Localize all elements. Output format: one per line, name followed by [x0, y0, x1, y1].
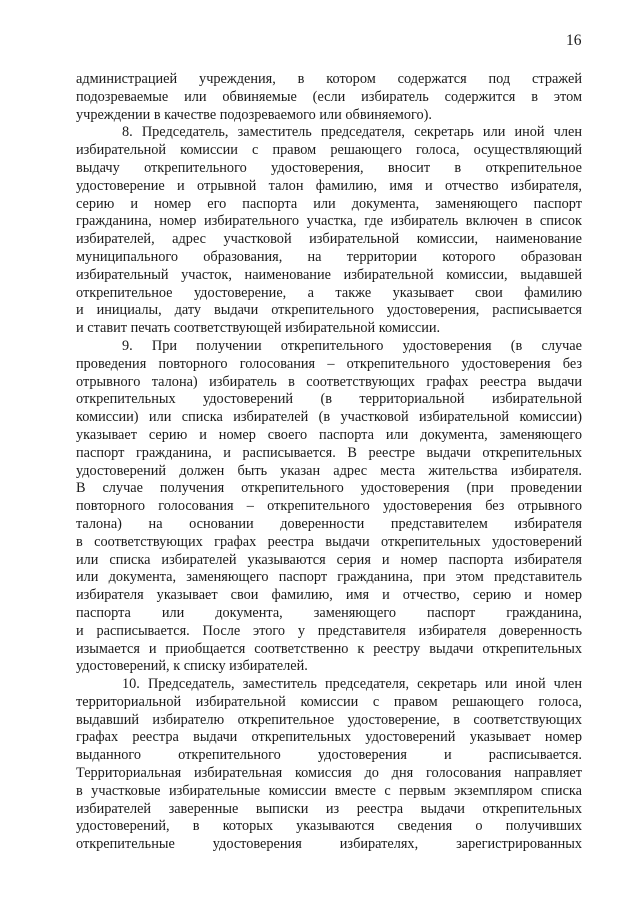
text-line: паспорта или документа, заменяющего паспорт гражданина,	[76, 604, 582, 621]
text-line: или списка избирателей указываются серия и номер паспорта избирателя	[76, 551, 582, 568]
text-line: в соответствующих графах реестра выдачи открепительных удостоверений	[76, 533, 582, 550]
text-line: удостоверений должен быть указан адрес места жительства избирателя.	[76, 462, 582, 479]
text-line: отрывного талона) избиратель в соответствующих графах реестра выдачи	[76, 373, 582, 390]
text-line: учреждении в качестве подозреваемого или обвиняемого).	[76, 106, 432, 123]
text-line: избирателя указывает свои фамилию, имя и отчество, серию и номер	[76, 587, 582, 604]
text-line: проведения повторного голосования – открепительного удостоверения без	[76, 355, 582, 372]
text-line: удостоверений, к списку избирателей.	[76, 658, 308, 675]
text-line: серию и номер его паспорта или документа, заменяющего паспорт	[76, 195, 582, 212]
text-line: и ставит печать соответствующей избирательной комиссии.	[76, 320, 441, 337]
text-line: изымается и приобщается соответственно к реестру выдачи открепительных	[76, 640, 582, 657]
paragraph	[76, 338, 582, 676]
text-line: подозреваемые или обвиняемые (если избиратель содержится в этом	[76, 88, 582, 105]
text-line: паспорт гражданина, и расписывается. В реестре выдачи открепительных	[76, 444, 582, 461]
text-line: и расписывается. После этого у представителя избирателя доверенность	[76, 622, 582, 639]
text-line: избирательный участок, наименование избирательной комиссии, выдавшей	[76, 266, 582, 283]
text-line: выдачу открепительного удостоверения, вносит в открепительное	[76, 159, 582, 176]
document-body	[76, 71, 582, 854]
text-line: 10. Председатель, заместитель председателя, секретарь или иной член	[122, 676, 582, 693]
text-line: 9. При получении открепительного удостоверения (в случае	[122, 337, 582, 354]
page-number: 16	[566, 32, 582, 49]
text-line: графах реестра выдачи открепительных удостоверений указывает номер	[76, 729, 582, 746]
text-line: выдавший избирателю открепительное удостоверение, в соответствующих	[76, 711, 582, 728]
text-line: повторного голосования – открепительного удостоверения без отрывного	[76, 498, 582, 515]
paragraph	[76, 71, 582, 124]
text-line: Территориальная избирательная комиссия до дня голосования направляет	[76, 765, 582, 782]
text-line: В случае получения открепительного удостоверения (при проведении	[76, 480, 582, 497]
text-line: муниципального образования, на территории которого образован	[76, 248, 582, 265]
text-line: открепительных удостоверений (в территориальной избирательной	[76, 391, 582, 408]
text-line: избирателей, адрес участковой избирательной комиссии, наименование	[76, 231, 582, 248]
text-line: открепительные удостоверения избирателях, зарегистрированных	[76, 836, 582, 853]
text-line: 8. Председатель, заместитель председателя, секретарь или иной член	[122, 124, 582, 141]
text-line: администрацией учреждения, в котором содержатся под стражей	[76, 71, 582, 87]
text-line: комиссии) или списка избирателей (в участковой избирательной комиссии)	[76, 409, 582, 426]
text-line: территориальной избирательной комиссии с правом решающего голоса,	[76, 693, 582, 710]
text-line: избирателей заверенные выписки из реестра выдачи открепительных	[76, 800, 582, 817]
text-line: избирательной комиссии с правом решающего голоса, осуществляющий	[76, 142, 582, 159]
text-line: удостоверение и отрывной талон фамилию, имя и отчество избирателя,	[76, 177, 582, 194]
text-line: или документа, заменяющего паспорт гражданина, при этом представитель	[76, 569, 582, 586]
text-line: и инициалы, дату выдачи открепительного удостоверения, расписывается	[76, 302, 582, 319]
text-line: указывает серию и номер своего паспорта или документа, заменяющего	[76, 426, 582, 443]
text-line: талона) на основании доверенности представителем избирателя	[76, 515, 582, 532]
text-line: выданного открепительного удостоверения и расписывается.	[76, 747, 582, 764]
text-line: гражданина, номер избирательного участка, где избиратель включен в список	[76, 213, 582, 230]
text-line: удостоверений, в которых указываются сведения о получивших	[76, 818, 582, 835]
text-line: в участковые избирательные комиссии вместе с первым экземпляром списка	[76, 782, 582, 799]
paragraph	[76, 676, 582, 854]
paragraph	[76, 124, 582, 338]
text-line: открепительное удостоверение, а также указывает свои фамилию	[76, 284, 582, 301]
